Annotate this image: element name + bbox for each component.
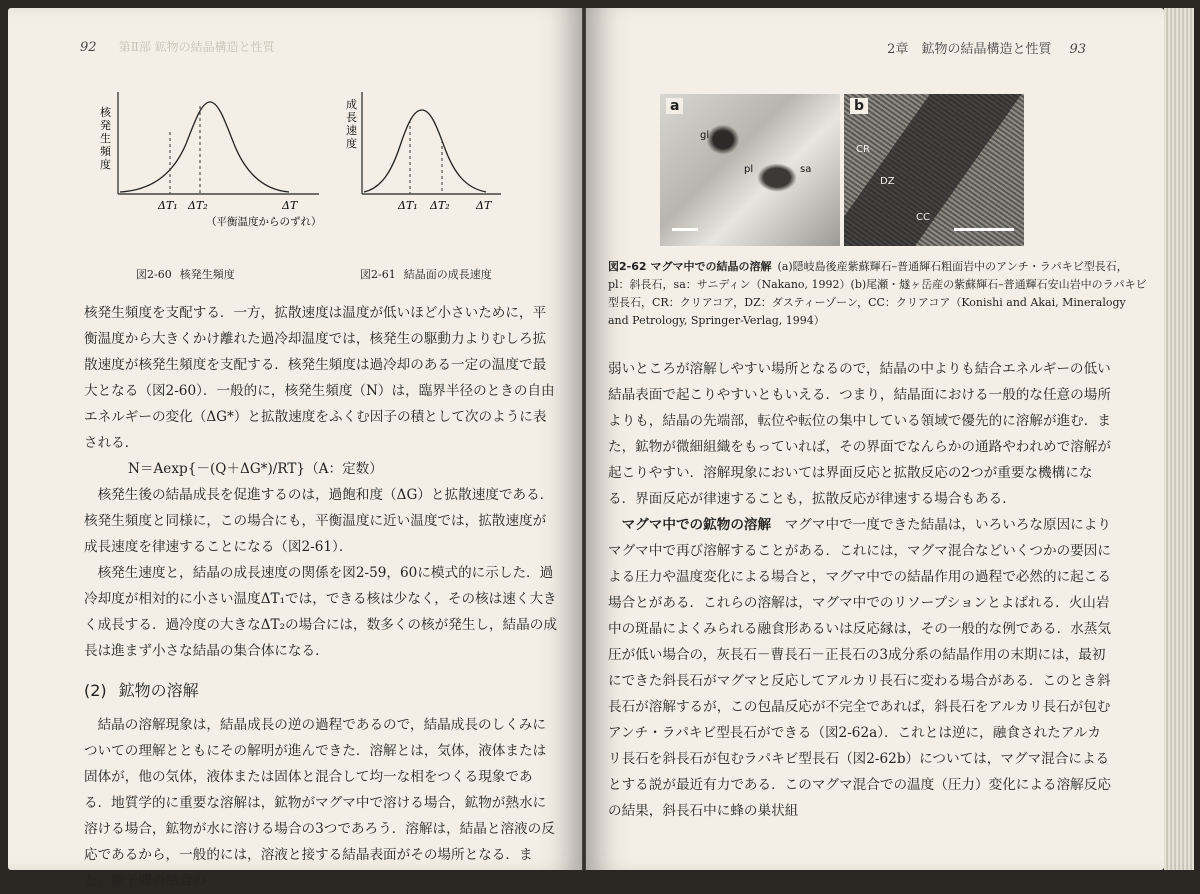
- fig61-tick-t2: ΔT₂: [430, 199, 450, 212]
- fig61-caption-label: 図2-61: [360, 268, 396, 281]
- fig60-ylabel-char: 生: [100, 132, 111, 145]
- photo-b-label: b: [850, 98, 868, 114]
- page-number-right: 93: [1069, 42, 1086, 57]
- left-page: [8, 8, 582, 889]
- left-running-head: [80, 38, 275, 55]
- photo-b-tag: DZ: [880, 176, 895, 187]
- subsection-text: マグマ中で一度できた結晶は，いろいろな原因によりマグマ中で再び溶解することがある．これには，マグマ混合などいくつかの要因による圧力や温度変化による場合と，マグマ中での結晶作用の過程で必然的に起こる場合とがある．これらの溶解は，マグマ中でのリソープションとよばれる．火山岩中の斑晶によくみられる融食形あるいは反応縁は，その一般的な例である．水蒸気圧が低い場合の，灰長石－曹長石－正長石の3成分系の結晶作用の末期には，最初にできた斜長石がマグマと反応してアルカリ長石に変わる場合がある．このとき斜長石が溶解するが，この包晶反応が不完全であれば，斜長石をアルカリ長石が包むアンチ・ラパキビ型長石ができる（図2-62a）．これとは逆に，融食されたアルカリ長石を斜長石が包むラパキビ型長石（図2-62b）については，マグマ混合によるとする説が最近有力である．このマグマ混合での温度（圧力）変化による溶解反応の結果，斜長石中に蜂の巣状組: [608, 517, 1111, 819]
- fig60-ylabel-char: 核: [100, 106, 111, 119]
- chapter-head: 2章 鉱物の結晶構造と性質: [887, 42, 1052, 57]
- fig60-ylabel: [100, 105, 112, 171]
- fig60-caption-label: 図2-60: [136, 268, 172, 281]
- fig60-tick-t1: ΔT₁: [158, 199, 178, 212]
- photo-a-tag: pl: [744, 164, 754, 175]
- photo-a-tag: gl: [700, 130, 710, 141]
- photo-b-tag: CC: [916, 212, 930, 223]
- section-title: 鉱物の溶解: [118, 681, 199, 700]
- fig60-tick-t2: ΔT₂: [188, 199, 208, 212]
- fig60-axis-x: ΔT: [282, 199, 298, 212]
- paragraph: 弱いところが溶解しやすい場所となるので，結晶の中よりも結合エネルギーの低い結晶表面で起こりやすいともいえる．つまり，結晶面における一般的な任意の場所よりも，結晶の先端部，転位や転位の集中している領域で優先的に溶解が進む．また，鉱物が微細組織をもっていれば，その界面でなんらかの通路やわれめで溶解が起こりやすい．溶解現象においては界面反応と拡散反応の2つが重要な機構になる．界面反応が律速することも，拡散反応が律速する場合もある．: [608, 361, 1111, 507]
- fig60-ylabel-char: 頻: [100, 145, 111, 158]
- running-head-faint: 第Ⅱ部 鉱物の結晶構造と性質: [118, 40, 275, 54]
- fig61-caption: [360, 266, 492, 282]
- fig62-caption: [608, 258, 1148, 330]
- paragraph: 核発生後の結晶成長を促進するのは，過飽和度（ΔG）と拡散速度である．核発生頻度と同様に，この場合にも，平衡温度に近い温度では，拡散速度が成長速度を律速することになる（図2-61）．: [84, 487, 554, 555]
- photo-a-tag: sa: [800, 164, 812, 175]
- section-heading: [84, 678, 558, 704]
- fig61-ylabel-char: 成: [346, 98, 357, 111]
- paragraph: 核発生頻度を支配する．一方，拡散速度は温度が低いほど小さいために，平衡温度から大きくかけ離れた過冷却温度では，核発生の駆動力よりむしろ拡散速度が核発生頻度を支配する．核発生頻度は過冷却のある一定の温度で最大となる（図2-60）．一般的に，核発生頻度（N）は，臨界半径のときの自由エネルギーの変化（ΔG*）と拡散速度をふくむ因子の積として次のように表される．: [84, 305, 555, 451]
- left-body: [84, 300, 558, 894]
- subsection-paragraph: [608, 512, 1112, 824]
- paragraph: 核発生速度と，結晶の成長速度の関係を図2-59，60に模式的に示した．過冷却度が相対的に小さい温度ΔT₁では，できる核は少なく，その核は速く大きく成長する．過冷度の大きなΔT₂の場合には，数多くの核が発生し，結晶の成長は進まず小さな結晶の集合体になる．: [84, 565, 557, 659]
- fig61-ylabel-char: 度: [346, 137, 357, 150]
- photo-a-label: a: [666, 98, 683, 114]
- fig61-caption-text: 結晶面の成長速度: [403, 268, 492, 281]
- fig60-curve: [120, 102, 289, 192]
- page-number-left: 92: [80, 40, 97, 55]
- photo-b: [844, 94, 1024, 246]
- right-running-head: [887, 38, 1086, 57]
- fig62-caption-body: (a)隠岐島後産紫蘇輝石–普通輝石粗面岩中のアンチ・ラパキビ型長石，pl：斜長石，sa：サニディン（Nakano, 1992）(b)尾瀬・燧ヶ岳産の紫蘇輝石–普通輝石安山岩中のラパキビ型長石，CR：クリアコア，DZ：ダスティーゾーン，CC：クリアコア（Konishi and Akai, Mineralogy and Petrology, Springer-Verlag, 1994）: [608, 260, 1147, 327]
- fig60-caption: [136, 266, 235, 282]
- right-body: [608, 356, 1112, 824]
- paragraph: 結晶の溶解現象は，結晶成長の逆の過程であるので，結晶成長のしくみについての理解とともにその解明が進んできた．溶解とは，気体，液体または固体が，他の気体，液体または固体と混合して均一な相をつくる現象である．地質学的に重要な溶解は，鉱物がマグマ中で溶ける場合，鉱物が熱水に溶ける場合，鉱物が水に溶ける場合の3つであろう．溶解は，結晶と溶液の反応であるから，一般的には，溶液と接する結晶表面がその場所となる．また，原子間の結合の: [84, 717, 555, 889]
- fig62-caption-title: マグマ中での結晶の溶解: [650, 260, 772, 273]
- fig61-tick-t1: ΔT₁: [398, 199, 418, 212]
- figure-2-61: [326, 84, 576, 234]
- fig60-caption-text: 核発生頻度: [179, 268, 235, 281]
- fig62-caption-label: 図2-62: [608, 260, 647, 273]
- fig61-ylabel-char: 速: [346, 124, 357, 137]
- subsection-heading: マグマ中での鉱物の溶解: [621, 517, 772, 533]
- fig61-axis-x: ΔT: [476, 199, 492, 212]
- section-number: (2): [84, 681, 107, 700]
- fig60-ylabel-char: 度: [100, 158, 111, 171]
- fig61-ylabel-char: 長: [346, 111, 357, 124]
- fig61-ylabel: [346, 97, 357, 150]
- scale-bar: [672, 228, 698, 231]
- fig61-curve: [364, 110, 486, 192]
- photo-b-tag: CR: [856, 144, 870, 155]
- formula: N＝Aexp{－(Q＋ΔG*)/RT}（A：定数）: [128, 461, 383, 477]
- figure-2-60: [74, 84, 324, 234]
- photo-a: [660, 94, 840, 246]
- fig60-ylabel-char: 発: [100, 119, 111, 132]
- scale-bar: [954, 228, 1014, 231]
- fig60-axis-note: （平衡温度からのずれ）: [206, 216, 322, 228]
- right-page: [586, 8, 1164, 870]
